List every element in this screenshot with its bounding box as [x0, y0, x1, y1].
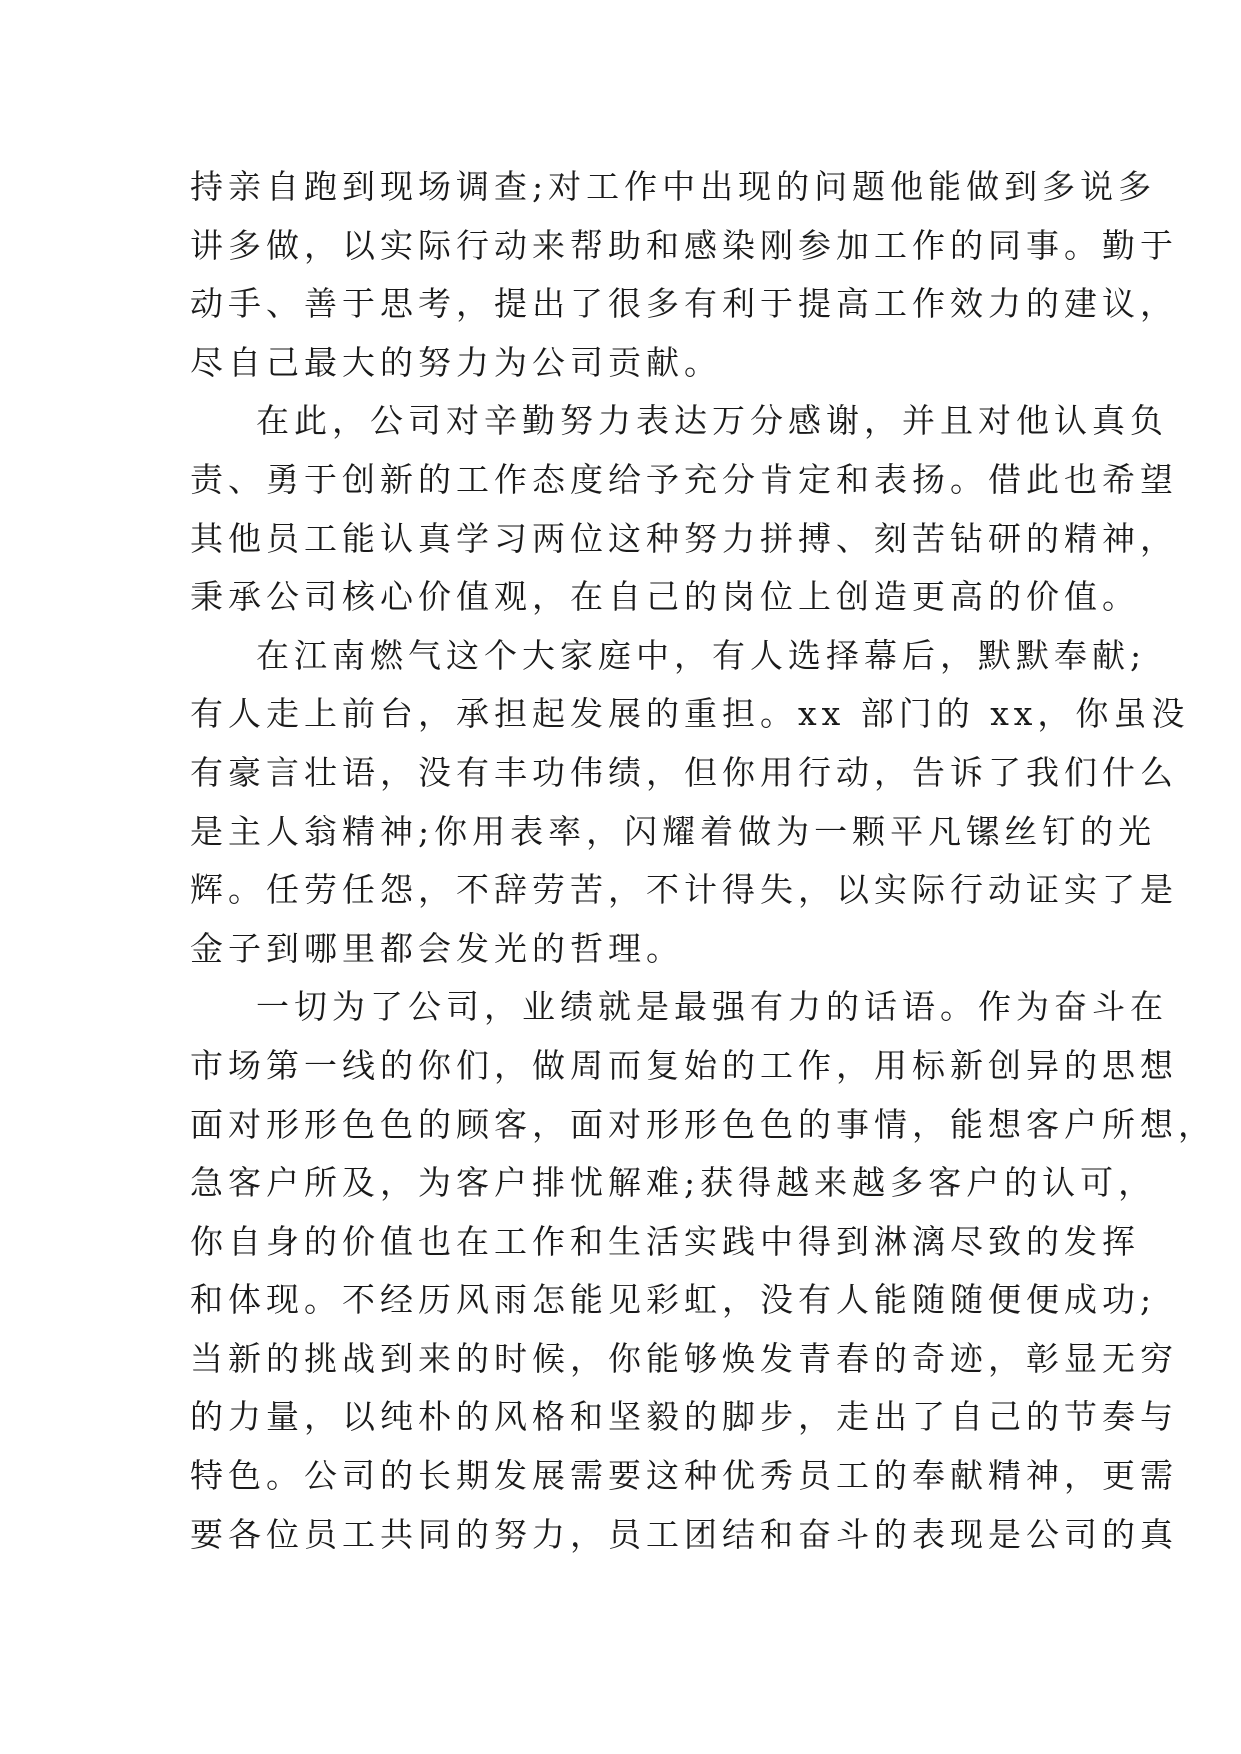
text-line: 金子到哪里都会发光的哲理。: [190, 928, 684, 968]
text-line: 尽自己最大的努力为公司贡献。: [190, 342, 722, 382]
text-line: 秉承公司核心价值观，在自己的岗位上创造更高的价值。: [190, 577, 1140, 617]
paragraph-first-line: 在此，公司对辛勤努力表达万分感谢，并且对他认真负: [256, 401, 1168, 441]
text-line: 的力量，以纯朴的风格和坚毅的脚步，走出了自己的节奏与: [190, 1397, 1178, 1437]
text-line: 其他员工能认真学习两位这种努力拼搏、刻苦钻研的精神，: [190, 518, 1178, 558]
text-line: 你自身的价值也在工作和生活实践中得到淋漓尽致的发挥: [190, 1221, 1140, 1261]
text-line: 特色。公司的长期发展需要这种优秀员工的奉献精神，更需: [190, 1456, 1178, 1496]
paragraph-first-line: 一切为了公司，业绩就是最强有力的话语。作为奋斗在: [256, 987, 1168, 1027]
text-line: 责、勇于创新的工作态度给予充分肯定和表扬。借此也希望: [190, 459, 1178, 499]
text-line: 当新的挑战到来的时候，你能够焕发青春的奇迹，彰显无穷: [190, 1338, 1178, 1378]
text-line: 有豪言壮语，没有丰功伟绩，但你用行动，告诉了我们什么: [190, 752, 1178, 792]
document-body: [190, 158, 1216, 1564]
text-line: 和体现。不经历风雨怎能见彩虹，没有人能随随便便成功;: [190, 1280, 1157, 1320]
text-line: 要各位员工共同的努力，员工团结和奋斗的表现是公司的真: [190, 1514, 1178, 1554]
text-line: 面对形形色色的顾客，面对形形色色的事情，能想客户所想，: [190, 1104, 1216, 1144]
text-line: 有人走上前台，承担起发展的重担。xx 部门的 xx，你虽没: [190, 694, 1190, 734]
paragraph-first-line: 在江南燃气这个大家庭中，有人选择幕后，默默奉献;: [256, 635, 1147, 675]
text-line: 是主人翁精神;你用表率，闪耀着做为一颗平凡镙丝钉的光: [190, 811, 1157, 851]
text-line: 急客户所及，为客户排忧解难;获得越来越多客户的认可，: [190, 1163, 1157, 1203]
text-line: 动手、善于思考，提出了很多有利于提高工作效力的建议，: [190, 284, 1178, 324]
text-line: 市场第一线的你们，做周而复始的工作，用标新创异的思想: [190, 1045, 1178, 1085]
text-line: 辉。任劳任怨，不辞劳苦，不计得失，以实际行动证实了是: [190, 870, 1178, 910]
text-line: 讲多做，以实际行动来帮助和感染刚参加工作的同事。勤于: [190, 225, 1178, 265]
text-line: 持亲自跑到现场调查;对工作中出现的问题他能做到多说多: [190, 167, 1157, 206]
